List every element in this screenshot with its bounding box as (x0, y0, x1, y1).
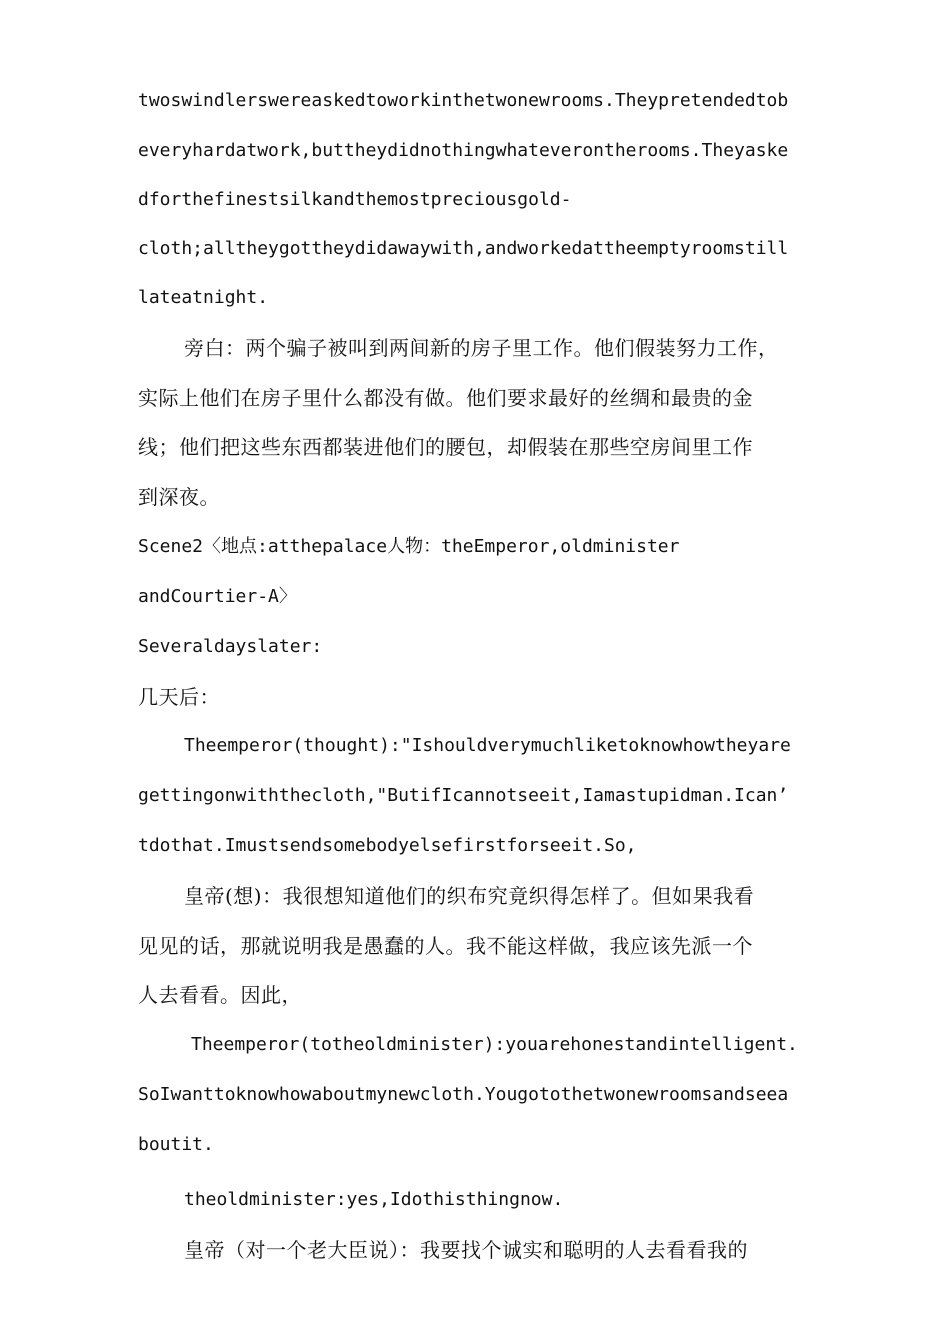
narration-zh-line-3: 线；他们把这些东西都装进他们的腰包，却假装在那些空房间里工作 (138, 435, 753, 459)
scene-time-en: Severaldayslater: (138, 636, 323, 657)
scene-heading-line-2: andCourtier-A〉 (138, 586, 297, 607)
emperor-speech-zh-line-1: 皇帝（对一个老大臣说）：我要找个诚实和聪明的人去看看我的 (184, 1238, 748, 1262)
emperor-thought-zh-line-2: 见见的话，那就说明我是愚蠢的人。我不能这样做，我应该先派一个 (138, 934, 753, 958)
minister-reply-en: theoldminister:yes,Idothisthingnow. (184, 1189, 564, 1210)
emperor-thought-en-line-2: gettingonwiththecloth,"ButifIcannotseeit,Iamastupidman.Ican’ (138, 785, 789, 806)
text-line-1: twoswindlerswereaskedtoworkinthetwonewrooms.Theypretendedtob (138, 90, 789, 111)
narration-zh-line-4: 到深夜。 (138, 485, 220, 509)
emperor-speech-en-line-1: Theemperor(totheoldminister):youarehonestandintelligent. (191, 1034, 798, 1055)
emperor-thought-en-line-3: tdothat.Imustsendsomebodyelsefirstforseeit.So, (138, 835, 637, 856)
emperor-thought-zh-line-1: 皇帝(想)：我很想知道他们的织布究竟织得怎样了。但如果我看 (184, 884, 755, 908)
emperor-speech-en-line-2: SoIwanttoknowhowaboutmynewcloth.Yougotothetwonewroomsandseea (138, 1084, 789, 1105)
scene-heading-line-1: Scene2〈地点:atthepalace人物：theEmperor,oldminister (138, 536, 680, 557)
emperor-thought-zh-line-3: 人去看看。因此， (138, 983, 302, 1007)
emperor-thought-en-line-1: Theemperor(thought):"Ishouldverymuchliketoknowhowtheyare (184, 735, 791, 756)
emperor-speech-en-line-3: boutit. (138, 1134, 214, 1155)
text-line-3: dforthefinestsilkandthemostpreciousgold- (138, 189, 572, 210)
text-line-5: lateatnight. (138, 287, 269, 308)
text-line-2: everyhardatwork,buttheydidnothingwhateverontherooms.Theyaske (138, 140, 789, 161)
text-line-4: cloth;alltheygottheydidawaywith,andworkedattheemptyroomstill (138, 238, 789, 259)
narration-zh-line-1: 旁白：两个骗子被叫到两间新的房子里工作。他们假装努力工作， (184, 336, 779, 360)
narration-zh-line-2: 实际上他们在房子里什么都没有做。他们要求最好的丝绸和最贵的金 (138, 386, 753, 410)
scene-time-zh: 几天后： (138, 685, 220, 709)
